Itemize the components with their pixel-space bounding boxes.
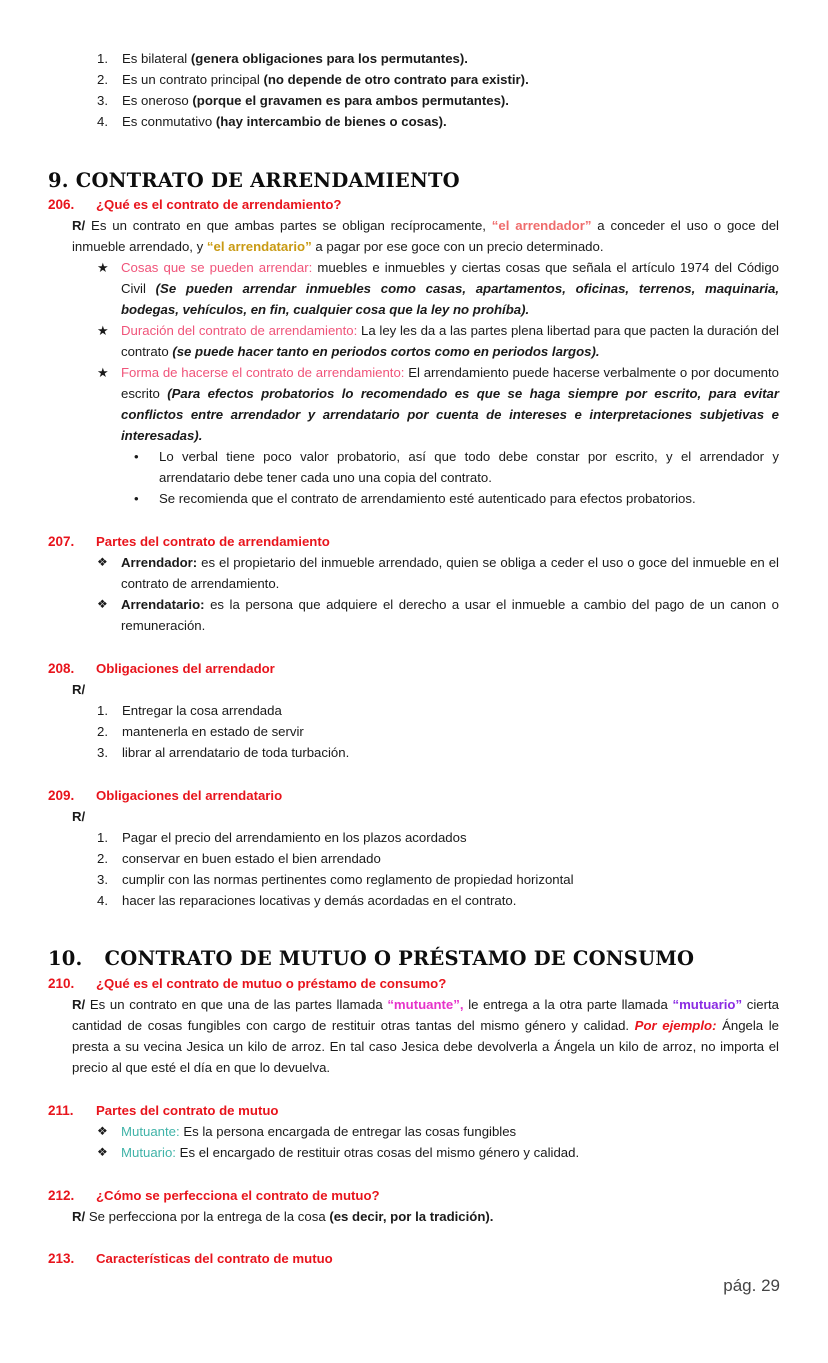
bullet-emphasis: (Se pueden arrendar inmuebles como casas, apartamentos, oficinas, terrenos, maquinaria, bodegas, vehículos, en fin, cualquier cosa que la ley no prohíba). bbox=[121, 281, 780, 317]
list-text: mantenerla en estado de servir bbox=[122, 724, 304, 739]
bullet-label: Cosas que se pueden arrendar: bbox=[121, 260, 313, 275]
diamond-icon: ❖ bbox=[97, 555, 108, 569]
answer-label: R/ bbox=[72, 682, 86, 697]
question-title: ¿Cómo se perfecciona el contrato de mutuo? bbox=[96, 1188, 380, 1203]
answer-label: R/ bbox=[72, 997, 86, 1012]
party-item bbox=[121, 594, 779, 636]
bullet-emphasis: (se puede hacer tanto en periodos cortos como en periodos largos). bbox=[172, 344, 600, 359]
list-text: Es conmutativo bbox=[122, 114, 216, 129]
answer-text: cierta cantidad de cosas fungibles con cargo de restituir otras tantas del mismo género y calidad. bbox=[72, 997, 779, 1033]
party-item bbox=[121, 1142, 579, 1163]
list-text-bold: (no depende de otro contrato para existir). bbox=[263, 72, 529, 87]
question-title: Partes del contrato de mutuo bbox=[96, 1103, 279, 1118]
list-text-bold: (genera obligaciones para los permutantes). bbox=[190, 51, 468, 66]
example-label: Por ejemplo: bbox=[634, 1018, 717, 1033]
bullet-label: Forma de hacerse el contrato de arrendamiento: bbox=[121, 365, 405, 380]
party-label: Arrendatario: bbox=[121, 597, 205, 612]
answer-text: a conceder el uso o goce del inmueble arrendado, y bbox=[72, 218, 779, 254]
list-text: Entregar la cosa arrendada bbox=[122, 703, 282, 718]
answer-label: R/ bbox=[72, 809, 86, 824]
bullet-item bbox=[121, 257, 779, 320]
bullet-text: El arrendamiento puede hacerse verbalmente o por documento escrito bbox=[121, 365, 780, 401]
list-text: Pagar el precio del arrendamiento en los plazos acordados bbox=[122, 830, 467, 845]
party-text: Es la persona encargada de entregar las cosas fungibles bbox=[179, 1124, 517, 1139]
page-number: pág. 29 bbox=[723, 1276, 780, 1295]
question-title: Obligaciones del arrendador bbox=[96, 661, 275, 676]
answer-paragraph bbox=[72, 215, 779, 257]
list-number: 3. bbox=[97, 745, 108, 760]
party-label: Mutuario: bbox=[121, 1145, 176, 1160]
question-title: Características del contrato de mutuo bbox=[96, 1251, 333, 1266]
party-text: Es el encargado de restituir otras cosas del mismo género y calidad. bbox=[175, 1145, 580, 1160]
dot-icon: • bbox=[134, 491, 139, 506]
party-item bbox=[121, 552, 779, 594]
party-item bbox=[121, 1121, 516, 1142]
bullet-label: Duración del contrato de arrendamiento: bbox=[121, 323, 358, 338]
section-heading-mutuo bbox=[48, 948, 694, 969]
list-number: 2. bbox=[97, 851, 108, 866]
list-text: Es oneroso bbox=[122, 93, 193, 108]
star-icon: ★ bbox=[97, 260, 109, 275]
list-number: 1. bbox=[97, 51, 108, 66]
sub-bullet-item: Se recomienda que el contrato de arrendamiento esté autenticado para efectos probatorios. bbox=[159, 491, 696, 506]
diamond-icon: ❖ bbox=[97, 1145, 108, 1159]
question-number: 208. bbox=[48, 661, 75, 676]
list-text: Es bilateral bbox=[122, 51, 191, 66]
bullet-text: La ley les da a las partes plena libertad para que pacten la duración del contrato bbox=[121, 323, 779, 359]
list-text: hacer las reparaciones locativas y demás acordadas en el contrato. bbox=[122, 893, 517, 908]
star-icon: ★ bbox=[97, 365, 109, 380]
list-number: 1. bbox=[97, 703, 108, 718]
answer-text: Se perfecciona por la entrega de la cosa bbox=[85, 1209, 330, 1224]
list-number: 1. bbox=[97, 830, 108, 845]
party-text: es la persona que adquiere el derecho a usar el inmueble a cambio del pago de un canon o remuneración. bbox=[121, 597, 779, 633]
sub-bullet-item: Lo verbal tiene poco valor probatorio, así que todo debe constar por escrito, y el arrendador y arrendatario debe tener cada uno una copia del contrato. bbox=[159, 449, 779, 485]
dot-icon: • bbox=[134, 449, 139, 464]
term-mutuante: “mutuante”, bbox=[387, 997, 464, 1012]
question-number: 206. bbox=[48, 197, 75, 212]
list-number: 2. bbox=[97, 72, 108, 87]
answer-text: Es un contrato en que ambas partes se obligan recíprocamente, bbox=[85, 218, 492, 233]
star-icon: ★ bbox=[97, 323, 109, 338]
question-title: ¿Qué es el contrato de arrendamiento? bbox=[96, 197, 342, 212]
question-number: 210. bbox=[48, 976, 75, 991]
bullet-item bbox=[121, 362, 779, 446]
answer-text: a pagar por ese goce con un precio determinado. bbox=[311, 239, 604, 254]
diamond-icon: ❖ bbox=[97, 597, 108, 611]
question-number: 213. bbox=[48, 1251, 75, 1266]
answer-label: R/ bbox=[72, 1209, 86, 1224]
list-number: 4. bbox=[97, 114, 108, 129]
answer-paragraph bbox=[72, 1206, 493, 1227]
list-text: cumplir con las normas pertinentes como reglamento de propiedad horizontal bbox=[122, 872, 574, 887]
party-text: es el propietario del inmueble arrendado, quien se obliga a ceder el uso o goce del inmueble en el contrato de arrendamiento. bbox=[121, 555, 779, 591]
section-title: CONTRATO DE MUTUO O PRÉSTAMO DE CONSUMO bbox=[104, 947, 695, 970]
term-arrendatario: “el arrendatario” bbox=[206, 239, 312, 254]
answer-text: Es un contrato en que una de las partes llamada bbox=[85, 997, 388, 1012]
question-number: 209. bbox=[48, 788, 75, 803]
party-label: Arrendador: bbox=[121, 555, 198, 570]
bullet-text: muebles e inmuebles y ciertas cosas que señala el artículo 1974 del Código Civil bbox=[121, 260, 780, 296]
question-number: 207. bbox=[48, 534, 75, 549]
list-text: librar al arrendatario de toda turbación. bbox=[122, 745, 350, 760]
answer-label: R/ bbox=[72, 218, 86, 233]
section-number: 10. bbox=[48, 947, 83, 970]
party-label: Mutuante: bbox=[121, 1124, 180, 1139]
question-title: Partes del contrato de arrendamiento bbox=[96, 534, 330, 549]
question-title: ¿Qué es el contrato de mutuo o préstamo de consumo? bbox=[96, 976, 447, 991]
answer-paragraph bbox=[72, 994, 779, 1078]
diamond-icon: ❖ bbox=[97, 1124, 108, 1138]
list-number: 3. bbox=[97, 872, 108, 887]
list-number: 3. bbox=[97, 93, 108, 108]
question-number: 211. bbox=[48, 1103, 74, 1118]
answer-text: Ángela le presta a su vecina Jesica un kilo de arroz. En tal caso Jesica debe devolverla a Ángela un kilo de arroz, no importa el precio al que esté el día en que lo devuelva. bbox=[72, 1018, 780, 1075]
list-number: 2. bbox=[97, 724, 108, 739]
question-number: 212. bbox=[48, 1188, 75, 1203]
answer-text-bold: (es decir, por la tradición). bbox=[329, 1209, 494, 1224]
section-heading-arrendamiento: 9. CONTRATO DE ARRENDAMIENTO bbox=[48, 169, 460, 192]
answer-text: le entrega a la otra parte llamada bbox=[463, 997, 673, 1012]
list-text-bold: (hay intercambio de bienes o cosas). bbox=[215, 114, 447, 129]
bullet-emphasis: (Para efectos probatorios lo recomendado es que se haga siempre por escrito, para evitar conflictos entre arrendador y arrendatario por cuenta de intereses e interpretaciones subjetivas e interesadas). bbox=[121, 386, 779, 443]
term-arrendador: “el arrendador” bbox=[491, 218, 592, 233]
list-text-bold: (porque el gravamen es para ambos permutantes). bbox=[192, 93, 509, 108]
list-text: Es un contrato principal bbox=[122, 72, 264, 87]
term-mutuario: “mutuario” bbox=[672, 997, 743, 1012]
list-text: conservar en buen estado el bien arrendado bbox=[122, 851, 381, 866]
bullet-item bbox=[121, 320, 779, 362]
question-title: Obligaciones del arrendatario bbox=[96, 788, 283, 803]
list-number: 4. bbox=[97, 893, 108, 908]
